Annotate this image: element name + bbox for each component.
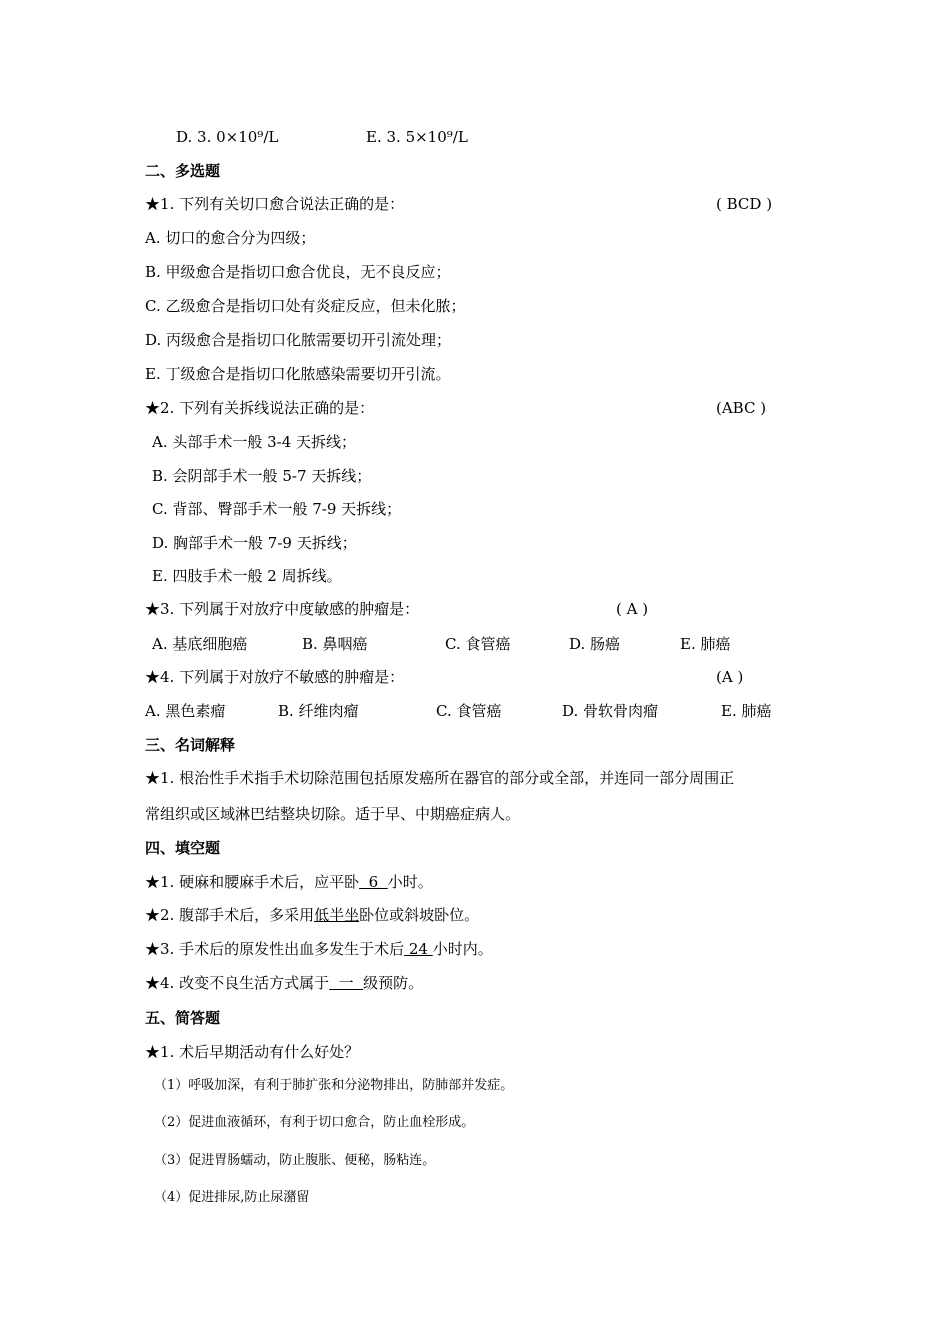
fill-question [145, 973, 423, 993]
option: C. 背部、臀部手术一般 7-9 天拆线； [152, 500, 402, 518]
option: E. 丁级愈合是指切口化脓感染需要切开引流。 [145, 365, 451, 383]
option: B. 纤维肉瘤 [278, 702, 359, 720]
section-heading-multi: 二、多选题 [145, 162, 221, 180]
fill-question [145, 905, 479, 925]
option: C. 乙级愈合是指切口处有炎症反应，但未化脓； [145, 297, 466, 315]
option: C. 食管癌 [436, 702, 502, 720]
option: D. 胸部手术一般 7-9 天拆线； [152, 534, 357, 552]
short-answer-item: （4）促进排尿,防止尿潴留 [154, 1190, 310, 1205]
section-heading-terms: 三、名词解释 [145, 736, 236, 754]
fill-prefix: ★4. 改变不良生活方式属于 [145, 974, 330, 992]
fill-blank-answer: 24 [404, 940, 433, 958]
fill-suffix: 小时内。 [432, 940, 493, 958]
question-stem: ★3. 下列属于对放疗中度敏感的肿瘤是： [145, 600, 420, 618]
option: B. 会阴部手术一般 5-7 天拆线； [152, 467, 372, 485]
fill-prefix: ★1. 硬麻和腰麻手术后，应平卧 [145, 873, 360, 891]
question-stem: ★1. 下列有关切口愈合说法正确的是： [145, 195, 405, 213]
short-answer-item: （3）促进胃肠蠕动，防止腹胀、便秘，肠粘连。 [154, 1153, 436, 1168]
fill-question [145, 939, 493, 959]
fill-suffix: 级预防。 [363, 974, 424, 992]
section-heading-fill: 四、填空题 [145, 839, 221, 857]
fill-prefix: ★3. 手术后的原发性出血多发生于术后 [145, 940, 405, 958]
option: D. 丙级愈合是指切口化脓需要切开引流处理； [145, 331, 452, 349]
option: B. 甲级愈合是指切口愈合优良，无不良反应； [145, 263, 451, 281]
short-question: ★1. 术后早期活动有什么好处？ [145, 1043, 360, 1061]
option: E. 四肢手术一般 2 周拆线。 [152, 567, 342, 585]
fill-blank-answer: 低半坐 [314, 906, 360, 924]
fill-question [145, 872, 433, 892]
fill-prefix: ★2. 腹部手术后，多采用 [145, 906, 315, 924]
option: E. 肺癌 [721, 702, 772, 720]
term-definition-line: ★1. 根治性手术指手术切除范围包括原发癌所在器官的部分或全部，并连同一部分周围正 [145, 769, 735, 787]
option-e: E. 3. 5×10⁹/L [366, 128, 468, 146]
answer-label: (A ) [716, 668, 744, 686]
question-stem: ★2. 下列有关拆线说法正确的是： [145, 399, 375, 417]
option: A. 黑色素瘤 [145, 702, 226, 720]
fill-blank-answer: 一 [329, 974, 364, 992]
option: E. 肺癌 [680, 635, 731, 653]
answer-label: ( BCD ) [716, 195, 773, 213]
section-heading-short: 五、简答题 [145, 1009, 221, 1027]
option: B. 鼻咽癌 [302, 635, 368, 653]
fill-suffix: 卧位或斜坡卧位。 [359, 906, 480, 924]
option: C. 食管癌 [445, 635, 511, 653]
fill-blank-answer: 6 [359, 873, 388, 891]
option: A. 头部手术一般 3-4 天拆线； [152, 433, 357, 451]
option: A. 基底细胞癌 [152, 635, 248, 653]
option: D. 骨软骨肉瘤 [562, 702, 659, 720]
option-d: D. 3. 0×10⁹/L [176, 128, 279, 146]
question-stem: ★4. 下列属于对放疗不敏感的肿瘤是： [145, 668, 405, 686]
option: D. 肠癌 [569, 635, 621, 653]
answer-label: (ABC ) [716, 399, 767, 417]
answer-label: ( A ) [616, 600, 649, 618]
term-definition-line: 常组织或区域淋巴结整块切除。适于早、中期癌症病人。 [145, 805, 521, 823]
fill-suffix: 小时。 [387, 873, 433, 891]
short-answer-item: （2）促进血液循环，有利于切口愈合，防止血栓形成。 [154, 1115, 475, 1130]
option: A. 切口的愈合分为四级； [145, 229, 316, 247]
short-answer-item: （1）呼吸加深，有利于肺扩张和分泌物排出，防肺部并发症。 [154, 1078, 514, 1093]
